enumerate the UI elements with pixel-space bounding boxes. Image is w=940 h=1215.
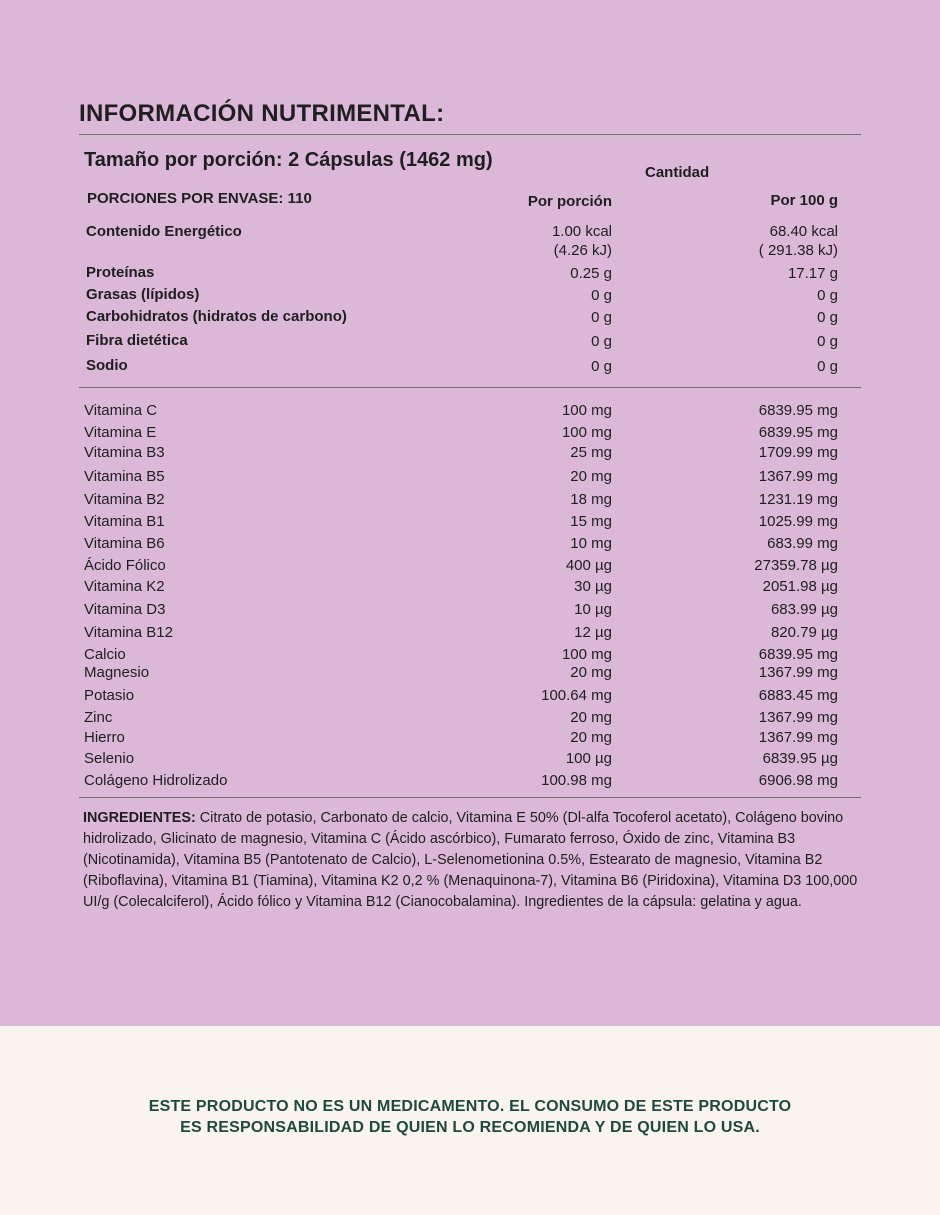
vitamin-label: Vitamina B2	[84, 491, 165, 508]
vitamin-per-100g: 27359.78 µg	[754, 557, 838, 574]
vitamin-label: Calcio	[84, 646, 126, 663]
vitamin-per-serving: 100.64 mg	[541, 687, 612, 704]
vitamin-per-serving: 25 mg	[570, 444, 612, 461]
vitamin-per-100g: 6883.45 mg	[758, 687, 838, 704]
vitamin-label: Vitamina B3	[84, 444, 165, 461]
disclaimer-line: ES RESPONSABILIDAD DE QUIEN LO RECOMIENDA Y DE QUIEN LO USA.	[180, 1119, 760, 1136]
vitamin-per-serving: 20 mg	[570, 709, 612, 726]
vitamin-per-serving: 400 µg	[565, 557, 612, 574]
vitamin-label: Vitamina B1	[84, 513, 165, 530]
page-title: INFORMACIÓN NUTRIMENTAL:	[79, 100, 445, 127]
vitamin-per-serving: 20 mg	[570, 729, 612, 746]
vitamin-per-100g: 2051.98 µg	[762, 578, 838, 595]
nutrient-per-100g: 17.17 g	[787, 265, 838, 282]
vitamin-per-100g: 6839.95 mg	[758, 424, 838, 441]
vitamin-per-serving: 20 mg	[570, 468, 612, 485]
amount-header: Cantidad	[645, 164, 710, 181]
vitamin-per-serving: 12 µg	[574, 624, 612, 641]
nutrient-per-100g: 0 g	[817, 309, 838, 326]
energy-kcal-per-100g: 68.40 kcal	[769, 223, 838, 240]
vitamin-per-100g: 1025.99 mg	[758, 513, 838, 530]
ingredients-text: Citrato de potasio, Carbonato de calcio, Vitamina E 50% (Dl-alfa Tocoferol acetato), Colágeno bovino hidrolizado, Glicinato de magnesio, Vitamina C (Ácido ascórbico), Fumarato ferroso, Óxido de zinc, Vitamina B3 (Nicotinamida), Vitamina B5 (Pantotenato de Calcio), L-Selenometionina 0.5%, Estearato de magnesio, Vitamina B2 (Riboflavina), Vitamina B1 (Tiamina), Vitamina K2 0,2 % (Menaquinona-7), Vitamina B6 (Piridoxina), Vitamina D3 100,000 UI/g (Colecalciferol), Ácido fólico y Vitamina B12 (Cianocobalamina). Ingredientes de la cápsula: gelatina y agua.	[83, 810, 858, 910]
vitamin-per-serving: 100 mg	[561, 646, 612, 663]
vitamin-per-100g: 1709.99 mg	[758, 444, 838, 461]
vitamin-per-100g: 1367.99 mg	[758, 709, 838, 726]
vitamin-per-100g: 1231.19 mg	[758, 491, 838, 508]
nutrient-label: Proteínas	[86, 264, 155, 281]
disclaimer-line: ESTE PRODUCTO NO ES UN MEDICAMENTO. EL CONSUMO DE ESTE PRODUCTO	[148, 1098, 792, 1115]
energy-kj-per-serving: (4.26 kJ)	[553, 242, 612, 259]
vitamin-label: Potasio	[84, 687, 135, 704]
ingredients-paragraph	[83, 808, 865, 913]
serving-size: Tamaño por porción: 2 Cápsulas (1462 mg)	[84, 149, 493, 171]
nutrient-label: Sodio	[86, 357, 128, 374]
vitamin-label: Hierro	[84, 729, 125, 746]
nutrient-per-serving: 0 g	[591, 358, 612, 375]
vitamin-label: Vitamina B12	[84, 624, 173, 641]
servings-per-container: PORCIONES POR ENVASE: 110	[87, 190, 312, 207]
nutrient-label: Grasas (lípidos)	[86, 286, 200, 303]
vitamin-label: Vitamina B6	[84, 535, 165, 552]
vitamin-per-100g: 683.99 µg	[770, 601, 838, 618]
vitamin-per-100g: 1367.99 mg	[758, 729, 838, 746]
vitamin-label: Vitamina E	[84, 424, 157, 441]
nutrient-label: Fibra dietética	[86, 332, 188, 349]
vitamin-per-100g: 6839.95 mg	[758, 402, 838, 419]
energy-kj-per-100g: ( 291.38 kJ)	[758, 242, 838, 259]
vitamin-label: Zinc	[84, 709, 113, 726]
vitamin-per-serving: 100.98 mg	[541, 772, 612, 789]
vitamin-per-100g: 820.79 µg	[770, 624, 838, 641]
vitamin-per-100g: 6839.95 µg	[762, 750, 838, 767]
vitamin-label: Vitamina B5	[84, 468, 165, 485]
col-header-per-100g: Por 100 g	[770, 192, 838, 209]
vitamin-per-100g: 1367.99 mg	[758, 468, 838, 485]
vitamin-per-serving: 20 mg	[570, 664, 612, 681]
vitamin-per-serving: 18 mg	[570, 491, 612, 508]
nutrient-label: Carbohidratos (hidratos de carbono)	[86, 308, 347, 325]
nutrient-per-serving: 0 g	[591, 309, 612, 326]
ingredients-heading: INGREDIENTES:	[83, 810, 196, 826]
vitamin-per-100g: 683.99 mg	[767, 535, 838, 552]
vitamin-per-serving: 100 µg	[565, 750, 612, 767]
nutrient-per-serving: 0 g	[591, 287, 612, 304]
vitamin-per-serving: 15 mg	[570, 513, 612, 530]
vitamin-label: Vitamina D3	[84, 601, 166, 618]
energy-label: Contenido Energético	[86, 223, 242, 240]
vitamin-per-serving: 10 µg	[574, 601, 612, 618]
vitamin-per-serving: 100 mg	[561, 402, 612, 419]
title-divider	[79, 134, 861, 135]
nutrient-per-100g: 0 g	[817, 333, 838, 350]
nutrient-per-100g: 0 g	[817, 358, 838, 375]
disclaimer	[0, 1096, 940, 1138]
vitamin-label: Vitamina C	[84, 402, 158, 419]
vitamin-per-serving: 100 mg	[561, 424, 612, 441]
vitamin-per-100g: 6839.95 mg	[758, 646, 838, 663]
vitamin-per-serving: 30 µg	[574, 578, 612, 595]
energy-kcal-per-serving: 1.00 kcal	[551, 223, 612, 240]
vitamin-per-serving: 10 mg	[570, 535, 612, 552]
section-divider	[79, 387, 861, 388]
vitamin-label: Magnesio	[84, 664, 150, 681]
nutrient-per-serving: 0 g	[591, 333, 612, 350]
vitamin-per-100g: 1367.99 mg	[758, 664, 838, 681]
ingredients-divider	[79, 797, 861, 798]
nutrient-per-100g: 0 g	[817, 287, 838, 304]
vitamin-label: Vitamina K2	[84, 578, 165, 595]
vitamin-per-100g: 6906.98 mg	[758, 772, 838, 789]
vitamin-label: Colágeno Hidrolizado	[84, 772, 228, 789]
col-header-per-serving: Por porción	[527, 193, 612, 210]
vitamin-label: Selenio	[84, 750, 135, 767]
nutrient-per-serving: 0.25 g	[570, 265, 612, 282]
vitamin-label: Ácido Fólico	[84, 557, 166, 574]
